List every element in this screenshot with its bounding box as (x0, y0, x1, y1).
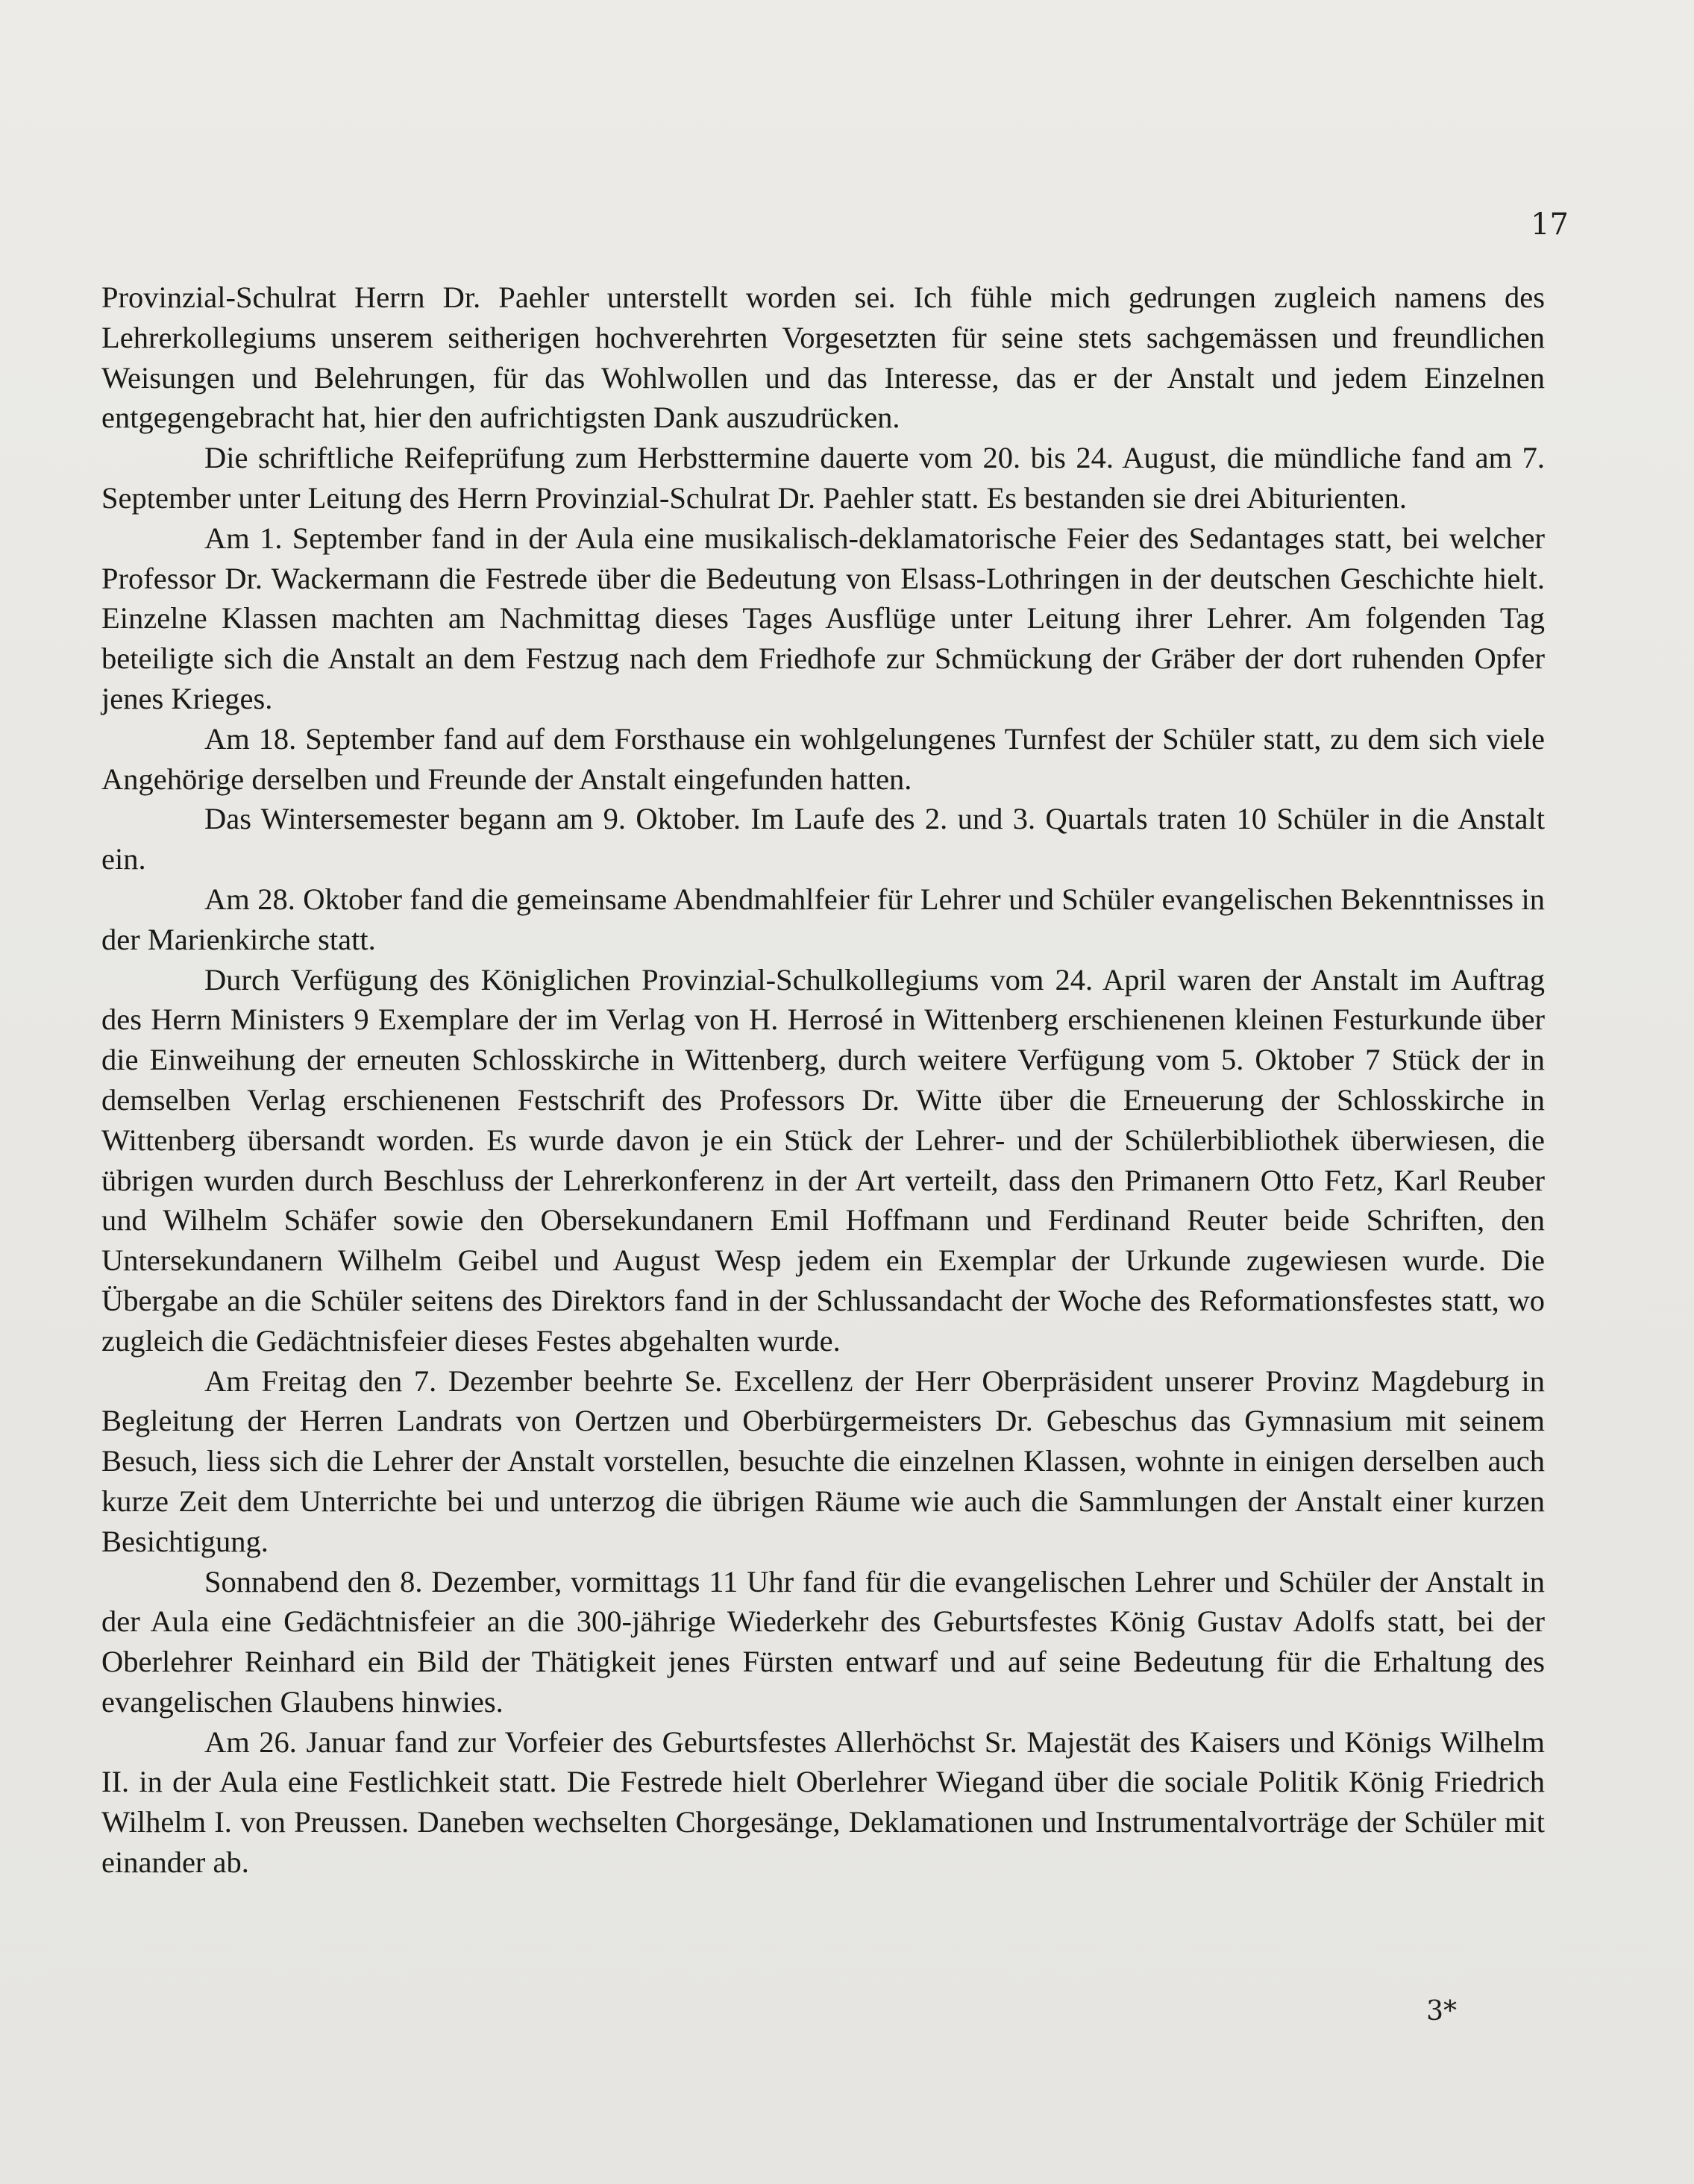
paragraph-wintersemester: Das Wintersemester begann am 9. Oktober. Im Laufe des 2. und 3. Quartals traten 10 Schüler in die Anstalt ein. (101, 802, 1545, 876)
paragraph-oberpraesident-besuch: Am Freitag den 7. Dezember beehrte Se. Excellenz der Herr Oberpräsident unserer Provinz Magdeburg in Begleitung der Herren Landrats von Oertzen und Oberbürgermeisters Dr. Gebeschus das Gymnasium mit seinem Besuch, liess sich die Lehrer der Anstalt vorstellen, besuchte die einzelnen Klassen, wohnte in einigen derselben auch kurze Zeit dem Unterrichte bei und unterzog die übrigen Räume wie auch die Sammlungen der Anstalt einer kurzen Besichtigung. (101, 1364, 1545, 1558)
page-number: 17 (1531, 207, 1569, 242)
paragraph-reifepruefung: Die schriftliche Reifeprüfung zum Herbsttermine dauerte vom 20. bis 24. August, die mündliche fand am 7. September unter Leitung des Herrn Provinzial-Schulrat Dr. Paehler statt. Es bestanden sie drei Abiturienten. (101, 441, 1545, 515)
paragraph-continued-report: Provinzial-Schulrat Herrn Dr. Paehler unterstellt worden sei. Ich fühle mich gedrungen zugleich namens des Lehrerkollegiums unserem seitherigen hochverehrten Vorgesetzten für seine stets sachgemässen und freundlichen Weisungen und Belehrungen, für das Wohlwollen und das Interesse, das er der Anstalt und jedem Einzelnen entgegengebracht hat, hier den aufrichtigsten Dank auszudrücken. (101, 280, 1545, 435)
paragraph-kaisergeburtstag: Am 26. Januar fand zur Vorfeier des Geburtsfestes Allerhöchst Sr. Majestät des Kaisers und Königs Wilhelm II. in der Aula eine Festlichkeit statt. Die Festrede hielt Oberlehrer Wiegand über die sociale Politik König Friedrich Wilhelm I. von Preussen. Daneben wechselten Chorgesänge, Deklamationen und Instrumentalvorträge der Schüler mit einander ab. (101, 1725, 1545, 1880)
paragraph-turnfest: Am 18. September fand auf dem Forsthause ein wohlgelungenes Turnfest der Schüler statt, zu dem sich viele Angehörige derselben und Freunde der Anstalt eingefunden hatten. (101, 721, 1545, 796)
body-text (101, 277, 1545, 1883)
paragraph-abendmahlfeier: Am 28. Oktober fand die gemeinsame Abendmahlfeier für Lehrer und Schüler evangelischen Bekenntnisses in der Marienkirche statt. (101, 882, 1545, 956)
paragraph-gustav-adolf-feier: Sonnabend den 8. Dezember, vormittags 11 Uhr fand für die evangelischen Lehrer und Schüler der Anstalt in der Aula eine Gedächtnisfeier an die 300-jährige Wiederkehr des Geburtsfestes König Gustav Adolfs statt, bei der Oberlehrer Reinhard ein Bild der Thätigkeit jenes Fürsten entwarf und auf seine Bedeutung für die Erhaltung des evangelischen Glaubens hinwies. (101, 1564, 1545, 1719)
paragraph-sedanfeier: Am 1. September fand in der Aula eine musikalisch-deklamatorische Feier des Sedantages statt, bei welcher Professor Dr. Wackermann die Festrede über die Bedeutung von Elsass-Lothringen in der deutschen Geschichte hielt. Einzelne Klassen machten am Nachmittag dieses Tages Ausflüge unter Leitung ihrer Lehrer. Am folgenden Tag beteiligte sich die Anstalt an dem Festzug nach dem Friedhofe zur Schmückung der Gräber der dort ruhenden Opfer jenes Krieges. (101, 521, 1545, 715)
paragraph-festschriften: Durch Verfügung des Königlichen Provinzial-Schulkollegiums vom 24. April waren der Anstalt im Auftrag des Herrn Ministers 9 Exemplare der im Verlag von H. Herrosé in Wittenberg erschienenen kleinen Festurkunde über die Einweihung der erneuten Schlosskirche in Wittenberg, durch weitere Verfügung vom 5. Oktober 7 Stück der in demselben Verlag erschienenen Festschrift des Professors Dr. Witte über die Erneuerung der Schlosskirche in Wittenberg übersandt worden. Es wurde davon je ein Stück der Lehrer- und der Schülerbibliothek überwiesen, die übrigen wurden durch Beschluss der Lehrerkonferenz in der Art verteilt, dass den Primanern Otto Fetz, Karl Reuber und Wilhelm Schäfer sowie den Obersekundanern Emil Hoffmann und Ferdinand Reuter beide Schriften, den Untersekundanern Wilhelm Geibel und August Wesp jedem ein Exemplar der Urkunde zugewiesen wurde. Die Übergabe an die Schüler seitens des Direktors fand in der Schlussandacht der Woche des Reformationsfestes statt, wo zugleich die Gedächtnisfeier dieses Festes abgehalten wurde. (101, 962, 1545, 1358)
printer-signature: 3* (1426, 1996, 1457, 2027)
